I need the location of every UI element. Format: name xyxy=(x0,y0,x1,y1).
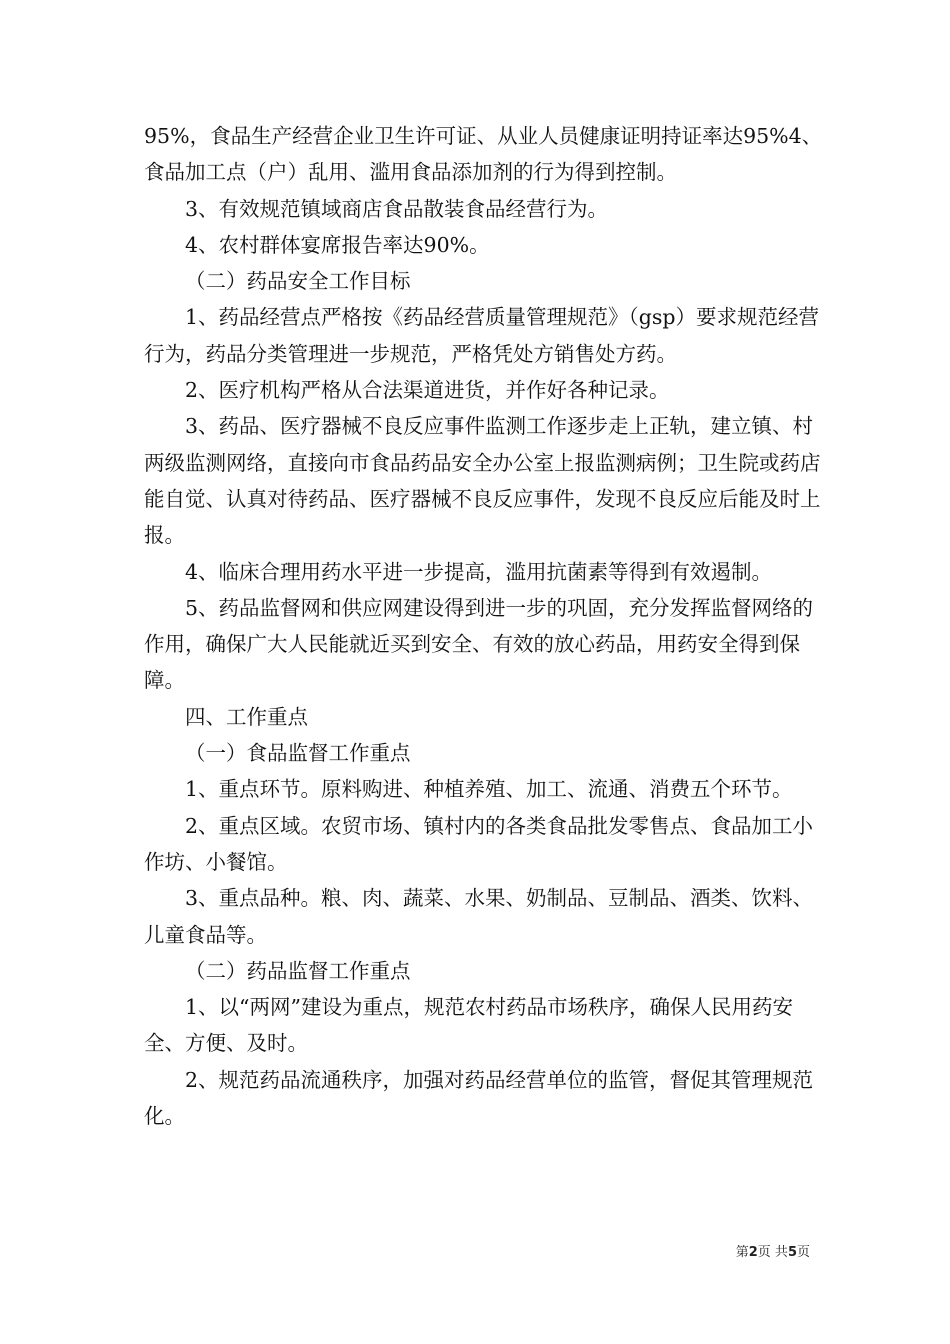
paragraph-food-focus-2: 2、重点区域。农贸市场、镇村内的各类食品批发零售点、食品加工小作坊、小餐馆。 xyxy=(144,813,814,874)
paragraph-food-focus-1: 1、重点环节。原料购进、种植养殖、加工、流通、消费五个环节。 xyxy=(185,777,793,802)
footer-middle: 页 共 xyxy=(757,1245,788,1260)
footer-current-page: 2 xyxy=(748,1245,758,1260)
paragraph-drug-item-2: 2、医疗机构严格从合法渠道进货，并作好各种记录。 xyxy=(185,378,670,403)
paragraph-drug-item-1: 1、药品经营点严格按《药品经营质量管理规范》（gsp）要求规范经营行为，药品分类管理进一步规范，严格凭处方销售处方药。 xyxy=(144,305,820,366)
footer-prefix: 第 xyxy=(735,1245,749,1260)
footer-total-pages: 5 xyxy=(787,1245,797,1260)
section-heading-drug-supervision-focus: （二）药品监督工作重点 xyxy=(185,958,411,983)
paragraph-continued-targets: 95%，食品生产经营企业卫生许可证、从业人员健康证明持证率达95%4、食品加工点（户）乱用、滥用食品添加剂的行为得到控制。 xyxy=(144,124,823,185)
paragraph-drug-item-5: 5、药品监督网和供应网建设得到进一步的巩固，充分发挥监督网络的作用，确保广大人民能就近买到安全、有效的放心药品，用药安全得到保障。 xyxy=(144,595,814,693)
paragraph-food-item-3: 3、有效规范镇域商店食品散装食品经营行为。 xyxy=(185,196,609,221)
section-heading-work-focus: 四、工作重点 xyxy=(185,704,308,729)
paragraph-drug-item-4: 4、临床合理用药水平进一步提高，滥用抗菌素等得到有效遏制。 xyxy=(185,559,773,584)
document-body xyxy=(144,118,824,1134)
section-heading-drug-safety-goals: （二）药品安全工作目标 xyxy=(185,269,411,294)
paragraph-drug-item-3: 3、药品、医疗器械不良反应事件监测工作逐步走上正轨，建立镇、村两级监测网络，直接向市食品药品安全办公室上报监测病例；卫生院或药店能自觉、认真对待药品、医疗器械不良反应事件，发现不良反应后能及时上报。 xyxy=(144,414,821,548)
paragraph-drug-focus-1: 1、以“两网”建设为重点，规范农村药品市场秩序，确保人民用药安全、方便、及时。 xyxy=(144,995,794,1056)
paragraph-food-item-4: 4、农村群体宴席报告率达90%。 xyxy=(185,232,490,257)
footer-suffix: 页 xyxy=(796,1245,810,1260)
section-heading-food-supervision-focus: （一）食品监督工作重点 xyxy=(185,741,411,766)
paragraph-food-focus-3: 3、重点品种。粮、肉、蔬菜、水果、奶制品、豆制品、酒类、饮料、儿童食品等。 xyxy=(144,886,814,947)
page-number-footer xyxy=(700,1244,810,1262)
paragraph-drug-focus-2: 2、规范药品流通秩序，加强对药品经营单位的监管，督促其管理规范化。 xyxy=(144,1067,814,1129)
